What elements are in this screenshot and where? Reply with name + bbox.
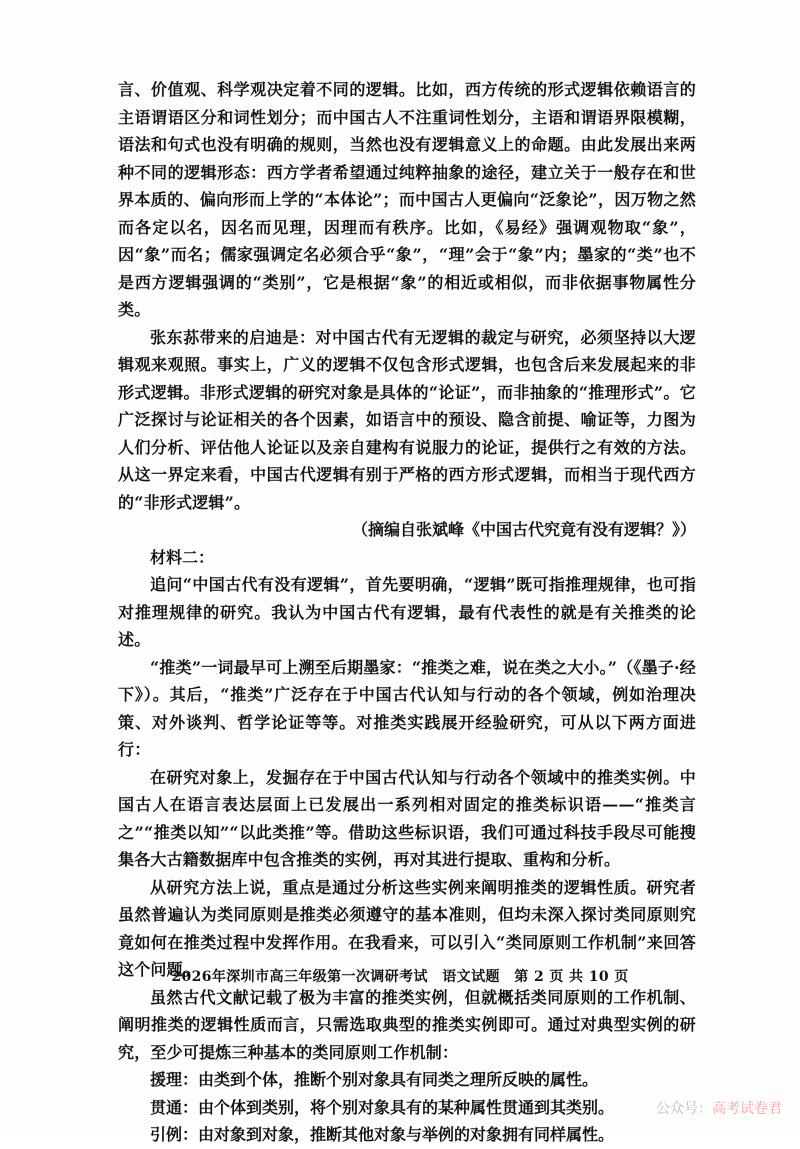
- page-footer: 2026年深圳市高三年级第一次调研考试 语文试题 第 2 页 共 10 页: [171, 969, 629, 985]
- watermark: [656, 1098, 782, 1118]
- paragraph-zhang-dongsun: 张东荪带来的启迪是：对中国古代有无逻辑的裁定与研究，必须坚持以大逻辑观来观照。事实上，广义的逻辑不仅包含形式逻辑，也包含后来发展起来的非形式逻辑。非形式逻辑的研究对象是具体的“论证”，而非抽象的“推理形式”。它广泛探讨与论证相关的各个因素，如语言中的预设、隐含前提、喻证等，力图为人们分析、评估他人论证以及亲自建构有说服力的论证，提供行之有效的方法。从这一界定来看，中国古代逻辑有别于严格的西方形式逻辑，而相当于现代西方的“非形式逻辑”。: [118, 327, 696, 512]
- term-yinli: 引例：由对象到对象，推断其他对象与举例的对象拥有同样属性。: [150, 1125, 615, 1144]
- paragraph-continuation: 言、价值观、科学观决定着不同的逻辑。比如，西方传统的形式逻辑依赖语言的主语谓语区分和词性划分；而中国古人不注重词性划分，主语和谓语界限模糊，语法和句式也没有明确的规则，当然也没有逻辑意义上的命题。由此发展出来两种不同的逻辑形态：西方学者希望通过纯粹抽象的途径，建立关于一般存在和世界本质的、偏向形而上学的“本体论”；而中国古人更偏向“泛象论”，因万物之然而各定以名，因名而见理，因理而有秩序。比如，《易经》强调观物取“象”，因“象”而名；儒家强调定名必须合乎“象”，“理”会于“象”内；墨家的“类”也不是西方逻辑强调的“类别”，它是根据“象”的相近或相似，而非依据事物属性分类。: [118, 80, 696, 319]
- source-citation: （摘编自张斌峰《中国古代究竟有没有逻辑？》）: [351, 520, 696, 539]
- term-guantong: 贯通：由个体到类别，将个别对象具有的某种属性贯通到其类别。: [150, 1097, 615, 1117]
- term-yuanli: 援理：由类到个体，推断个别对象具有同类之理所反映的属性。: [150, 1070, 599, 1089]
- paragraph-question: 追问“中国古代有没有逻辑”，首先要明确，“逻辑”既可指推理规律，也可指对推理规律的研究。我认为中国古代有逻辑，最有代表性的就是有关推类的论述。: [118, 575, 696, 649]
- paragraph-typical-examples: 虽然古代文献记载了极为丰富的推类实例，但就概括类同原则的工作机制、阐明推类的逻辑性质而言，只需选取典型的推类实例即可。通过对典型实例的研究，至少可提炼三种基本的类同原则工作机制：: [118, 987, 696, 1062]
- watermark-prefix: 公众号：: [656, 1101, 712, 1117]
- page-content: [118, 76, 696, 1149]
- section-heading-material-two: 材料二：: [150, 547, 215, 567]
- paragraph-research-method: 从研究方法上说，重点是通过分析这些实例来阐明推类的逻辑性质。研究者虽然普遍认为类同原则是推类必须遵守的基本准则，但均未深入探讨类同原则究竟如何在推类过程中发挥作用。在我看来，可以引入“类同原则工作机制”来回答这个问题。: [118, 877, 696, 979]
- paragraph-tuilei-origin: “推类”一词最早可上溯至后期墨家：“推类之难，说在类之大小。”（《墨子·经下》）。其后，“推类”广泛存在于中国古代认知与行动的各个领域，例如治理决策、对外谈判、哲学论证等等。对推类实践展开经验研究，可从以下两方面进行：: [118, 657, 696, 759]
- watermark-name: 高考试卷君: [712, 1101, 782, 1117]
- paragraph-research-object: 在研究对象上，发掘存在于中国古代认知与行动各个领域中的推类实例。中国古人在语言表达层面上已发展出一系列相对固定的推类标识语——“推类言之”“推类以知”“以此类推”等。借助这些标识语，我们可通过科技手段尽可能搜集各大古籍数据库中包含推类的实例，再对其进行提取、重构和分析。: [118, 767, 696, 869]
